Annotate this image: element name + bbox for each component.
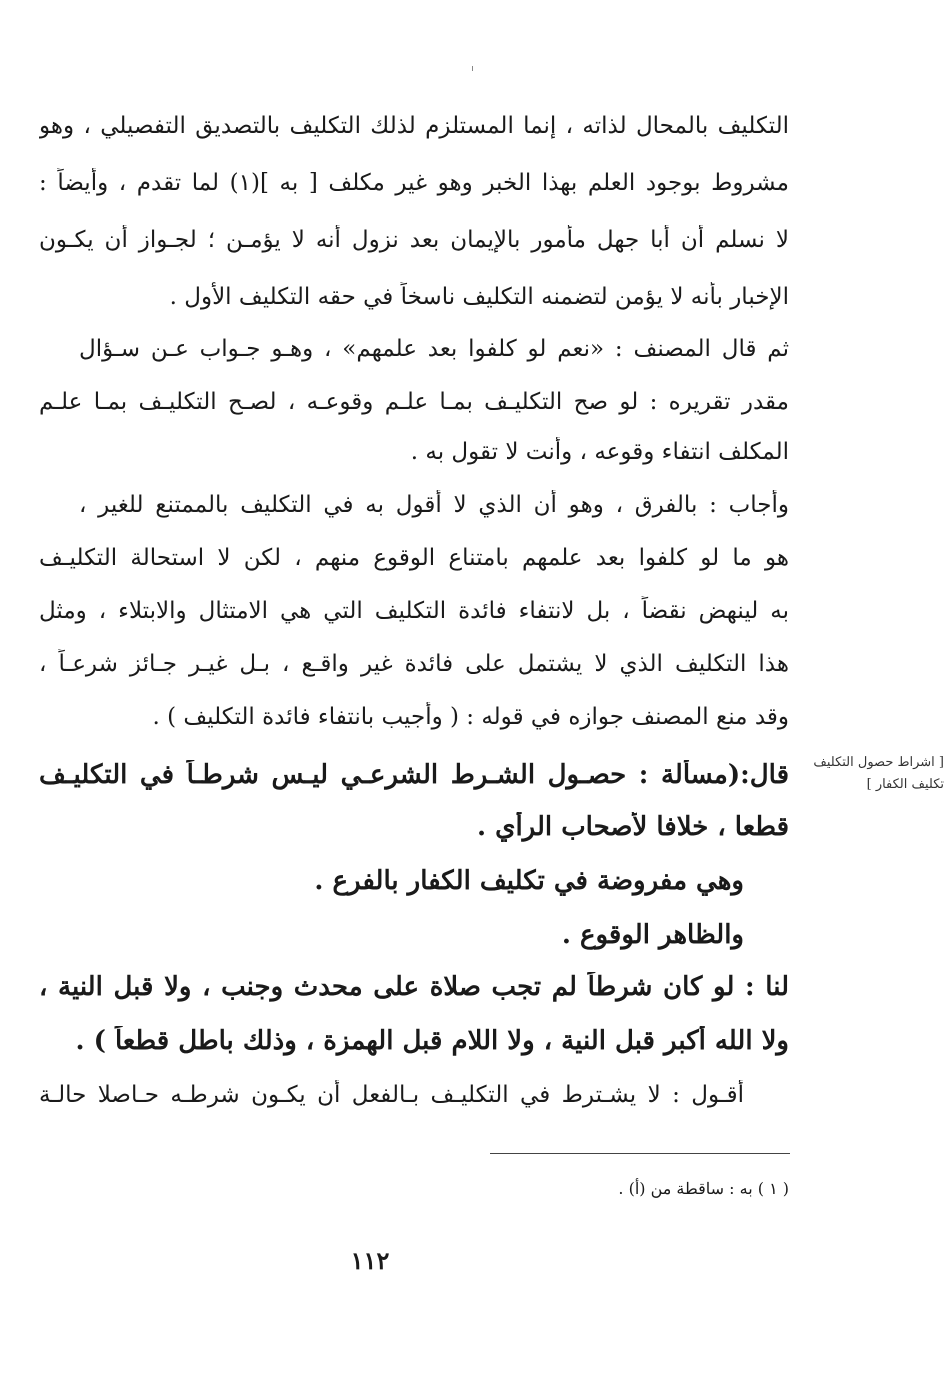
footnote-divider <box>490 1153 790 1154</box>
body-line: مقدر تقريره : لو صح التكليـف بمـا علـم وقوعـه ، لصـح التكليـف بمـا علـم <box>39 389 789 415</box>
margin-note-line: تكليف الكفار ] <box>866 777 944 792</box>
footnote: ( ١ ) به : ساقطة من (أ) . <box>618 1179 789 1198</box>
body-line: وأجاب : بالفرق ، وهو أن الذي لا أقول به في التكليف بالممتنع للغير ، <box>79 492 789 518</box>
body-line: الإخبار بأنه لا يؤمن لتضمنه التكليف ناسخاً في حقه التكليف الأول . <box>169 284 789 310</box>
body-line: أقـول : لا يشـترط في التكليـف بـالفعل أن يكـون شرطـه حـاصلا حالـة <box>39 1082 744 1108</box>
page-number: ١١٢ <box>350 1246 390 1275</box>
body-line: التكليف بالمحال لذاته ، إنما المستلزم لذلك التكليف بالتصديق التفصيلي ، وهو <box>39 113 789 139</box>
scan-mark <box>472 66 473 71</box>
body-line: هذا التكليف الذي لا يشتمل على فائدة غير واقـع ، بـل غيـر جـائز شرعـاً ، <box>39 651 789 677</box>
body-line: ثم قال المصنف : «نعم لو كلفوا بعد علمهم» ، وهـو جـواب عـن سـؤال <box>79 336 789 362</box>
body-line: به لينهض نقضاً ، بل لانتفاء فائدة التكليف التي هي الامتثال والابتلاء ، ومثل <box>39 598 789 624</box>
margin-note-line: [ اشراط حصول التكليف <box>813 755 944 770</box>
matn-line: لنا : لو كان شرطاً لم تجب صلاة على محدث وجنب ، ولا قبل النية ، <box>39 972 789 1002</box>
body-line: وقد منع المصنف جوازه في قوله : ( وأجيب بانتفاء فائدة التكليف ) . <box>152 704 789 730</box>
margin-note <box>812 752 944 796</box>
matn-line: قطعا ، خلافا لأصحاب الرأي . <box>476 812 789 842</box>
matn-line: وهي مفروضة في تكليف الكفار بالفرع . <box>314 866 744 896</box>
body-line: لا نسلم أن أبا جهل مأمور بالإيمان بعد نزول أنه لا يؤمـن ؛ لجـواز أن يكـون <box>39 227 789 253</box>
body-line: هو ما لو كلفوا بعد علمهم بامتناع الوقوع منهم ، لكن لا استحالة التكليـف <box>39 545 789 571</box>
body-line: مشروط بوجود العلم بهذا الخبر وهو غير مكلف [ به ](١) لما تقدم ، وأيضاً : <box>39 170 789 196</box>
matn-line: قال:(مسألة : حصـول الشـرط الشرعـي ليـس شرطـاً في التكليـف <box>39 760 789 790</box>
body-line: المكلف انتفاء وقوعه ، وأنت لا تقول به . <box>410 439 789 465</box>
matn-line: والظاهر الوقوع . <box>561 920 744 950</box>
matn-line: ولا الله أكبر قبل النية ، ولا اللام قبل الهمزة ، وذلك باطل قطعاً ) . <box>75 1026 789 1056</box>
